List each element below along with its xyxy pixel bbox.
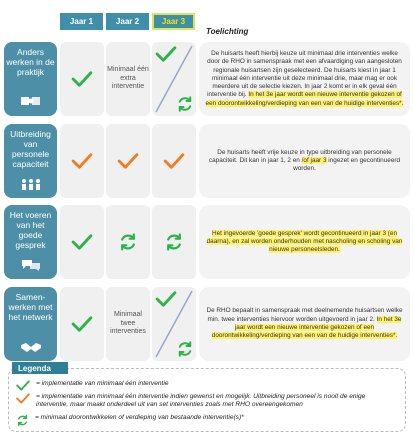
check-orange-icon: [163, 153, 185, 169]
cell-jaar-2: [106, 42, 150, 116]
legend-item: = implementatie van minimaal één interventie indien gewenst en mogelijk. Uitbreiding personeel is nooit de enige interventie, maar maakt onderdeel uit van set interventies zoals met RHO overeengekomen: [16, 393, 396, 409]
cell-jaar-1: [60, 205, 104, 279]
row-anders-werken: [0, 42, 414, 118]
cell-jaar-2: [106, 287, 150, 361]
refresh-circle-icon: [176, 95, 194, 113]
refresh-circle-icon: [176, 340, 194, 358]
row-description: De huisarts heeft vrije keuze in type uitbreiding van personele capaciteit. Dit kan in jaar 1, 2 en /of jaar 3 ingezet en gecontinueerd worden.: [199, 124, 410, 198]
row-description: De huisarts heeft hierbij keuze uit minimaal drie interventies welke door de RHO in samenspraak met een afvaardiging van aangesloten regionale huisartsen zijn geselecteerd. De huisarts kiest in jaar 1 minimaal één interventie uit deze minimaal drie, maar mag er ook meerdere uit de selectie kiezen. In jaar 2 komt er in elk geval één interventie bij. In het 3e jaar wordt een nieuwe interventie gekozen of een doorontwikkeling/verdieping van een van de huidige interventies*.: [199, 42, 410, 116]
header-jaar-3: Jaar 3: [152, 13, 195, 30]
refresh-circle-icon: [164, 232, 184, 252]
check-orange-icon: [71, 153, 93, 169]
cell-jaar-3: [152, 287, 196, 361]
row-personele-capaciteit: [0, 124, 414, 200]
cell-jaar-1: [60, 124, 104, 198]
cell-jaar-2: [106, 124, 150, 198]
row-label: Samen-werken met het netwerk: [4, 287, 57, 361]
legend-item: = minimaal doorontwikkelen of verdieping van bestaande interventie(s)*: [16, 414, 396, 427]
row-label: Het voeren van het goede gesprek: [4, 205, 57, 279]
check-green-icon: [71, 316, 93, 332]
header-jaar-2: Jaar 2: [106, 13, 149, 30]
people-icon: [4, 178, 57, 192]
check-green-icon: [71, 71, 93, 87]
row-goede-gesprek: [0, 205, 414, 281]
row-label: Anders werken in de praktijk: [4, 42, 57, 116]
handshake-icon: [4, 341, 57, 355]
row-description: Het ingevoerde 'goede gesprek' wordt gecontinueerd in jaar 3 (en daarna), en zal worden onderhouden met nascholing en scholing van nieuwe personeelsleden.: [199, 205, 410, 279]
jaar2-note: Minimaal twee interventies: [110, 311, 146, 336]
jaar2-note: Minimaal één extra interventie: [107, 66, 149, 91]
row-label: Uitbreiding van personele capaciteit: [4, 124, 57, 198]
check-green-icon: [71, 234, 93, 250]
check-green-icon: [155, 291, 177, 307]
cell-jaar-1: [60, 287, 104, 361]
row-description: De RHO bepaalt in samenspraak met deelnemende huisartsen welke min. twee interventies hiervoor worden uitgevoerd in jaar 2. In het 3e jaar wordt een nieuwe interventie gekozen of een doorontwikkeling/verdieping van een van de huidige interventies*.: [199, 287, 410, 361]
refresh-circle-icon: [118, 232, 138, 252]
cell-jaar-3: [152, 124, 196, 198]
puzzle-icon: [4, 94, 57, 110]
legend-item: = implementatie van minimaal één interventie: [16, 380, 396, 391]
check-green-icon: [155, 46, 177, 62]
cell-jaar-1: [60, 42, 104, 116]
cell-jaar-3: [152, 205, 196, 279]
refresh-circle-icon: [16, 414, 29, 427]
check-orange-icon: [117, 153, 139, 169]
chat-icon: [4, 259, 57, 273]
cell-jaar-2: [106, 205, 150, 279]
toelichting-heading: Toelichting: [206, 27, 249, 36]
check-green-icon: [16, 380, 30, 391]
legend-title: Legenda: [12, 362, 68, 374]
check-orange-icon: [16, 393, 30, 404]
cell-jaar-3: [152, 42, 196, 116]
row-samenwerken-netwerk: [0, 287, 414, 363]
header-jaar-1: Jaar 1: [60, 13, 103, 30]
